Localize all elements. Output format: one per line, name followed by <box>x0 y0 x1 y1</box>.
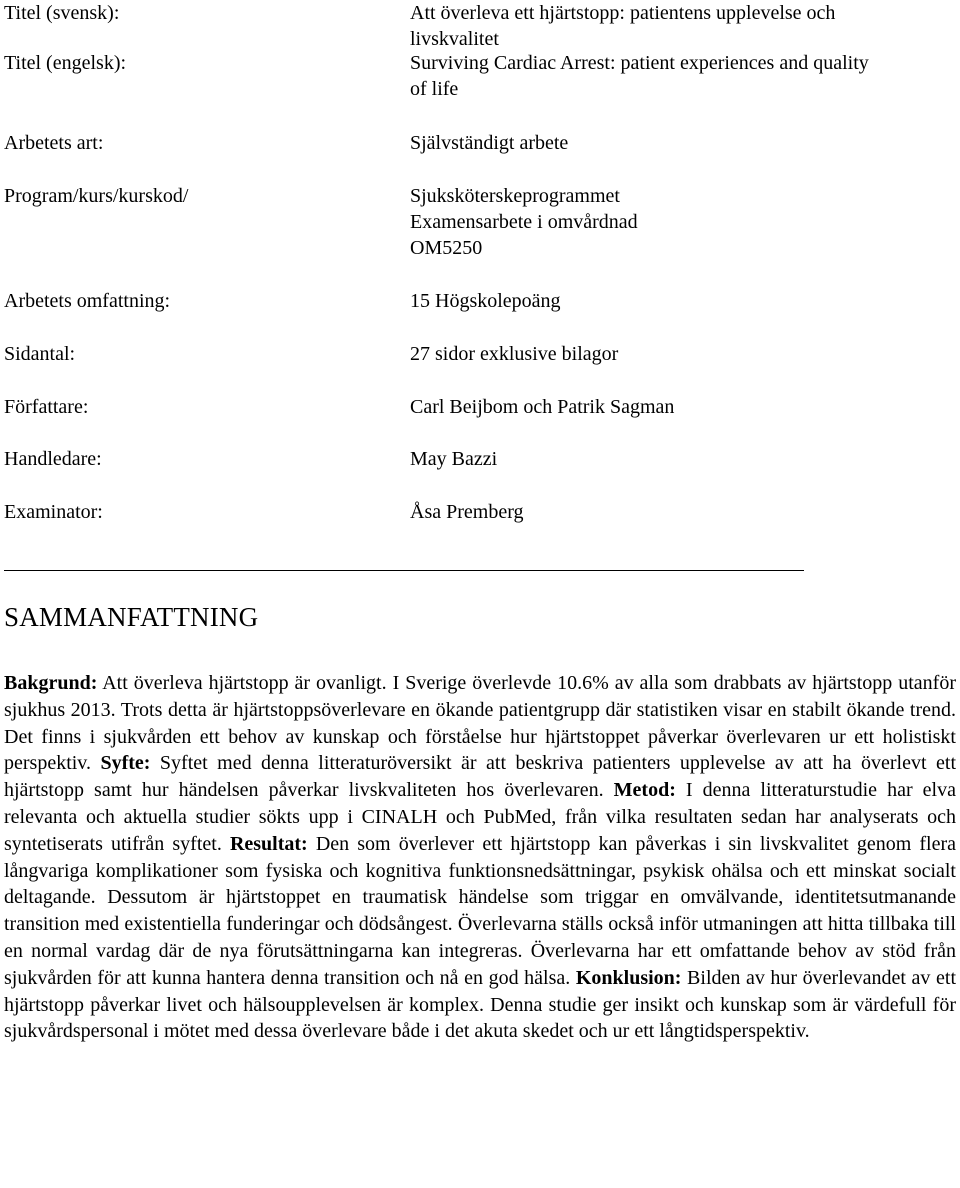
title-sv-line-1: Att överleva ett hjärtstopp: patientens upplevelse och <box>410 2 836 24</box>
background-text: Att överleva hjärtstopp är ovanligt. I Sverige överlevde 10.6% av alla som drabbats av hjärtstopp utanför sjukhus 2013. Trots detta är hjärtstoppsöverlevare en ökande patientgrupp där statistiken visar en stabilt ökande trend. Det finns i sjukvården ett behov av kunskap och förståelse hur hjärtstoppet påverkar överlevaren ur ett holistiskt perspektiv. <box>4 672 956 775</box>
supervisor-line-1: May Bazzi <box>410 448 498 470</box>
meta-value-program <box>410 183 955 261</box>
conclusion-label: Konklusion: <box>575 966 682 989</box>
title-en-line-2: of life <box>410 78 459 100</box>
title-en-line-1: Surviving Cardiac Arrest: patient experiences and quality <box>410 52 869 74</box>
meta-value-pages <box>410 341 955 367</box>
divider <box>4 570 804 571</box>
meta-value-supervisor <box>410 446 955 472</box>
meta-value-authors <box>410 394 955 420</box>
meta-label-pages: Sidantal: <box>4 343 76 365</box>
meta-value-title-en <box>410 50 955 102</box>
results-text: Den som överlever ett hjärtstopp kan påverkas i sin livskvalitet genom flera långvariga komplikationer som fysiska och kognitiva funktionsnedsättningar, psykisk ohälsa och ett minskat socialt deltagande. Dessutom är hjärtstoppet en traumatisk händelse som triggar en omvälvande, identitetsutmanande transition med existentiella funderingar och dödsångest. Överlevarna ställs också inför utmaningen att hitta tillbaka till en normal vardag där de nya förutsättningarna kan integreras. Överlevarna har ett omfattande behov av stöd från sjukvården för att kunna hantera denna transition och nå en god hälsa. <box>4 832 956 989</box>
examiner-line-1: Åsa Premberg <box>410 501 524 523</box>
meta-label-title-en: Titel (engelsk): <box>4 52 127 74</box>
meta-value-title-sv <box>410 0 955 52</box>
meta-label-work-type: Arbetets art: <box>4 132 104 154</box>
aim-text: Syftet med denna litteraturöversikt är att beskriva patienters upplevelse av att ha överlevt ett hjärtstopp samt hur händelsen påverkar livskvaliteten hos överlevaren. <box>4 752 956 802</box>
meta-label-examiner: Examinator: <box>4 501 103 523</box>
meta-value-work-type <box>410 130 955 156</box>
abstract-paragraph <box>4 670 956 1045</box>
meta-label-title-sv: Titel (svensk): <box>4 2 120 24</box>
background-label: Bakgrund: <box>4 672 98 694</box>
aim-label: Syfte: <box>100 752 151 775</box>
meta-label-supervisor: Handledare: <box>4 448 102 470</box>
pages-line-1: 27 sidor exklusive bilagor <box>410 343 619 365</box>
program-line-2: Examensarbete i omvårdnad <box>410 211 638 233</box>
authors-line-1: Carl Beijbom och Patrik Sagman <box>410 396 675 418</box>
program-line-3: OM5250 <box>410 237 483 259</box>
method-label: Metod: <box>613 779 676 802</box>
title-sv-line-2: livskvalitet <box>410 28 499 50</box>
scope-line-1: 15 Högskolepoäng <box>410 290 561 312</box>
program-line-1: Sjuksköterskeprogrammet <box>410 185 620 207</box>
meta-value-scope <box>410 288 955 314</box>
method-text: I denna litteraturstudie har elva relevanta och aktuella studier sökts upp i CINALH och PubMed, från vilka resultaten sedan har analyserats och syntetiserats utifrån syftet. <box>4 779 956 855</box>
work-type-line-1: Självständigt arbete <box>410 132 569 154</box>
meta-label-program: Program/kurs/kurskod/ <box>4 185 189 207</box>
results-label: Resultat: <box>229 832 308 855</box>
conclusion-text: Bilden av hur överlevandet av ett hjärtstopp påverkar livet och hälsoupplevelsen är komplex. Denna studie ger insikt och kunskap som är värdefull för sjukvårdspersonal i mötet med dessa överlevare både i det akuta skedet och ur ett långtidsperspektiv. <box>4 966 956 1043</box>
meta-label-scope: Arbetets omfattning: <box>4 290 171 312</box>
meta-label-authors: Författare: <box>4 396 89 418</box>
meta-value-examiner <box>410 499 955 525</box>
section-heading: SAMMANFATTNING <box>4 602 259 632</box>
